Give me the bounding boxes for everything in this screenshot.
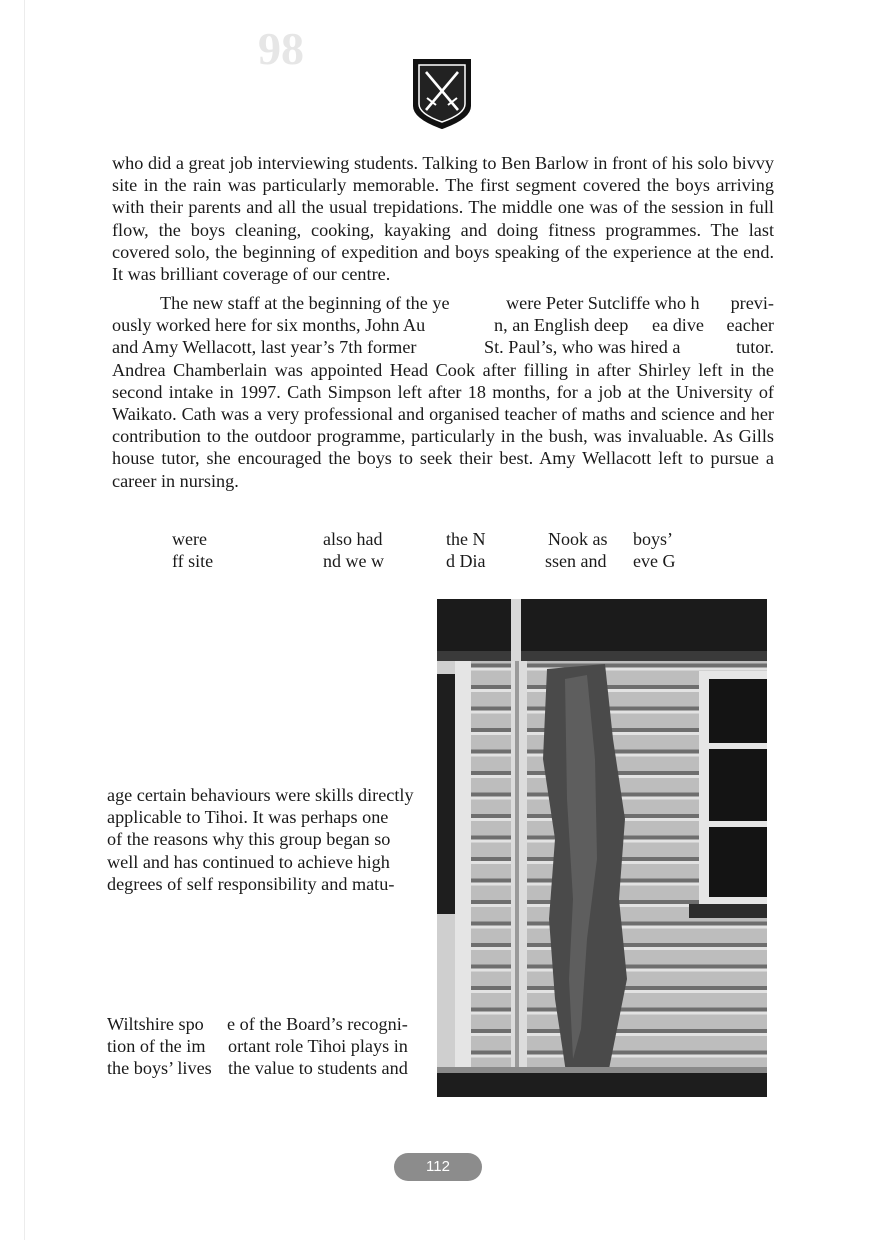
paragraph-interview: who did a great job interviewing students. Talking to Ben Barlow in front of his solo bivvy site in the rain was particularly memorable. The first segment covered the boys arriving with their parents and all the usual trepidations. The middle one was of the session in full flow, the boys cleaning, cooking, kayaking and doing fitness programmes. The last covered solo, the beginning of expedition and boys speaking of the experience at the end. It was brilliant coverage of our centre. — [112, 153, 774, 285]
column-text-block-2 — [107, 1013, 427, 1080]
paragraph-new-staff — [112, 292, 774, 492]
p2-fragment: The new staff at the beginning of the ye — [160, 293, 450, 313]
year-header: 98 — [258, 23, 304, 74]
fragment-text: the N — [446, 529, 486, 549]
page-edge — [24, 0, 25, 1240]
column-text-block-1 — [107, 784, 427, 895]
column-fragment: e of the Board’s recogni- — [227, 1014, 408, 1034]
p2-fragment: were Peter Sutcliffe who h — [506, 293, 700, 313]
column-fragment: Wiltshire spo — [107, 1014, 204, 1034]
page-number-badge: 112 — [394, 1153, 482, 1181]
fragment-text: were — [172, 529, 207, 549]
fragment-text: ssen and — [545, 551, 607, 571]
p2-fragment: eacher — [726, 315, 774, 336]
p2-fragment: St. Paul’s, who was hired a — [484, 337, 681, 358]
p2-fragment: ea dive — [652, 315, 705, 336]
crossed-swords-crest-icon — [412, 58, 472, 130]
column-fragment: ortant role Tihoi plays in — [228, 1036, 408, 1057]
column-line: degrees of self responsibility and matu- — [107, 873, 395, 894]
column-fragment: the value to students and — [228, 1058, 408, 1079]
fragment-text: Nook as — [548, 529, 608, 549]
fragment-text: nd we w — [323, 551, 384, 571]
column-line: well and has continued to achieve high — [107, 851, 390, 872]
column-line: of the reasons why this group began so — [107, 829, 391, 850]
column-line: applicable to Tihoi. It was perhaps one — [107, 807, 389, 828]
fragment-text: ff site — [172, 551, 214, 571]
fragment-text: boys’ — [633, 529, 673, 549]
column-fragment: tion of the im — [107, 1036, 206, 1057]
fragment-text: eve G — [633, 551, 676, 571]
p2-fragment: tutor. — [736, 337, 774, 358]
column-line: age certain behaviours were skills directly — [107, 785, 414, 805]
fragment-text: d Dia — [446, 551, 486, 571]
p2-fragment: n, an English deep — [494, 315, 629, 336]
p2-fragment: ously worked here for six months, John Au — [112, 315, 426, 336]
column-fragment: the boys’ lives — [107, 1058, 212, 1079]
p2-fragment: previ- — [730, 293, 774, 313]
p2-fragment: and Amy Wellacott, last year’s 7th former — [112, 337, 417, 358]
p2-rest: Andrea Chamberlain was appointed Head Cook after filling in after Shirley left in the second intake in 1997. Cath Simpson left after 18 months, for a job at the University of Waikato. Cath was a very professional and organised teacher of maths and science and her contribution to the outdoor programme, particularly in the bush, was invaluable. As Gills house tutor, she encouraged the boys to seek their best. Amy Wellacott left to pursue a career in nursing. — [112, 359, 774, 491]
fragment-text: also had — [323, 529, 383, 549]
photo-weatherboard-wall — [437, 599, 767, 1097]
